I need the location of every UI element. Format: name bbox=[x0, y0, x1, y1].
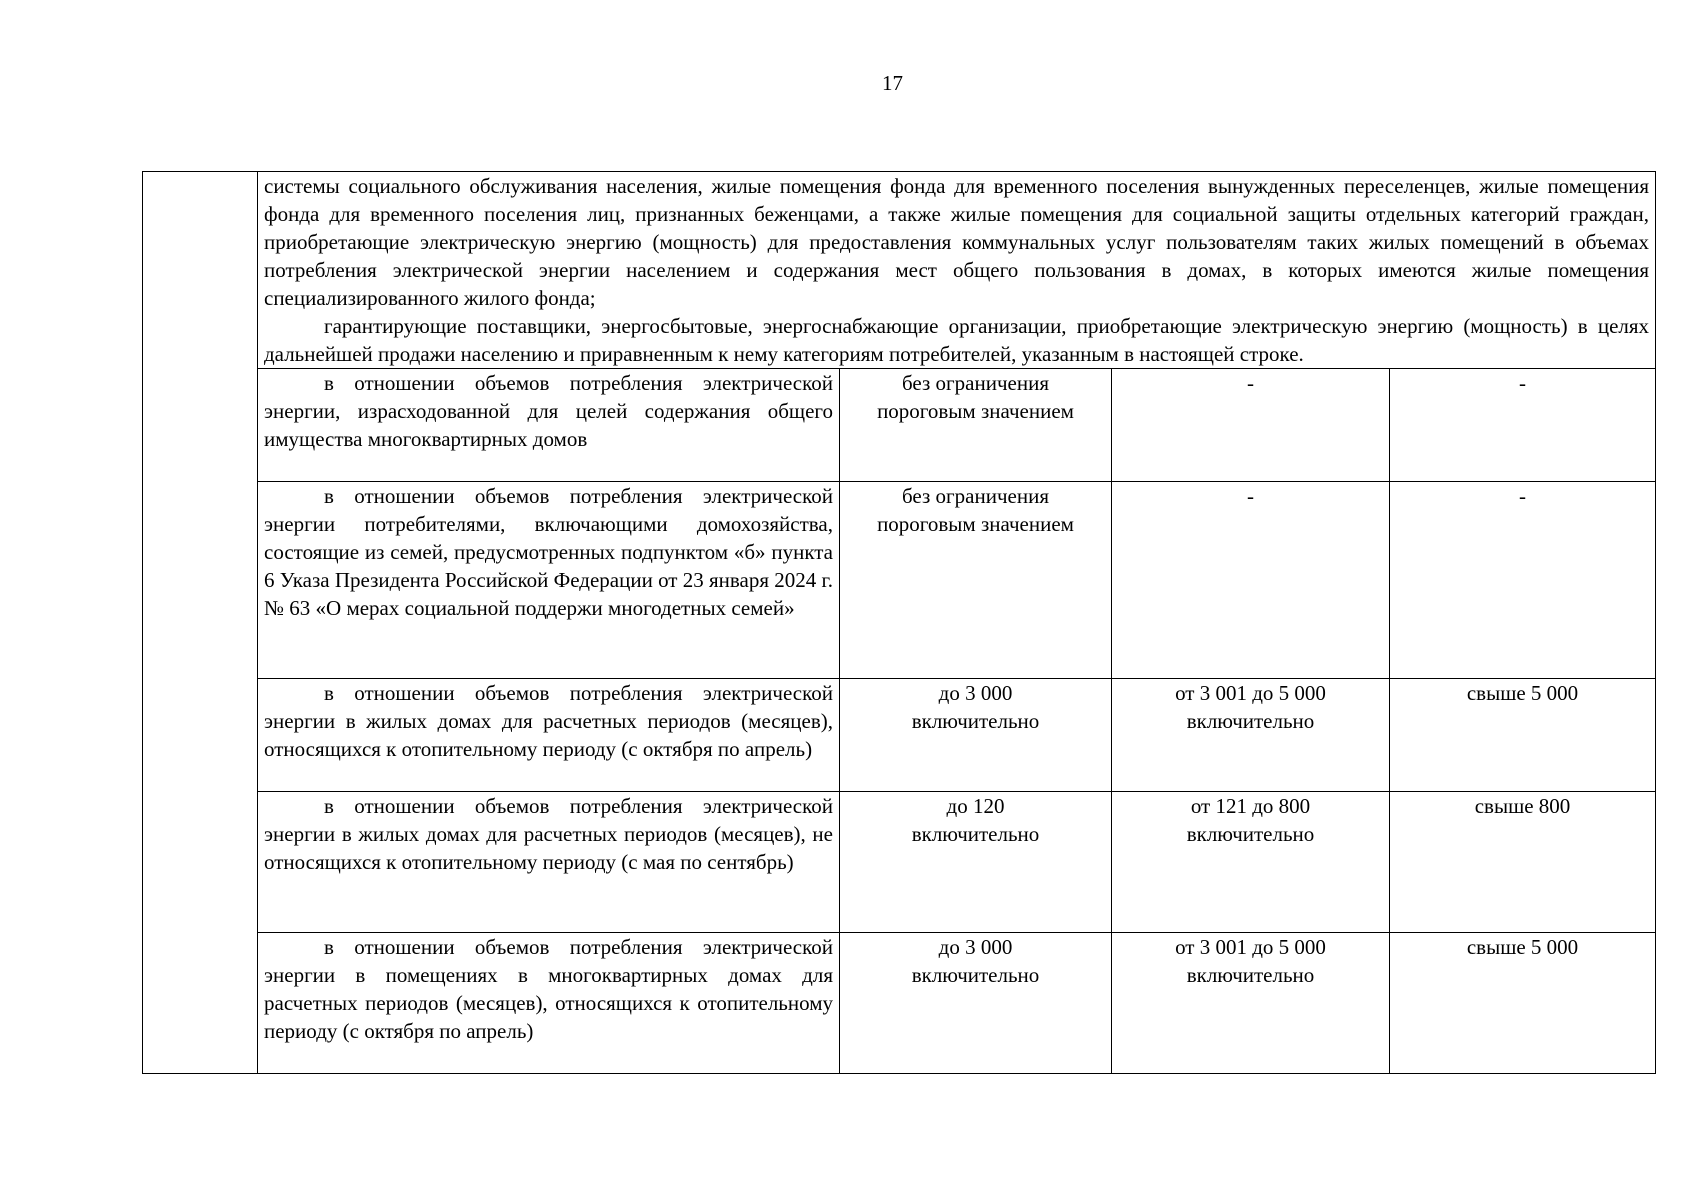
threshold-cell-b: - bbox=[1112, 482, 1390, 679]
threshold-cell-c: - bbox=[1390, 369, 1656, 482]
threshold-cell-b: от 3 001 до 5 000 включительно bbox=[1112, 679, 1390, 792]
threshold-cell-c: свыше 800 bbox=[1390, 792, 1656, 933]
row-description: в отношении объемов потребления электрической энергии в жилых домах для расчетных периодов (месяцев), не относящихся к отопительному периоду (с мая по сентябрь) bbox=[258, 792, 840, 933]
page-number: 17 bbox=[882, 71, 903, 95]
intro-cell bbox=[258, 172, 1656, 369]
row-description: в отношении объемов потребления электрической энергии в жилых домах для расчетных периодов (месяцев), относящихся к отопительному периоду (с октября по апрель) bbox=[258, 679, 840, 792]
threshold-cell-b: - bbox=[1112, 369, 1390, 482]
threshold-cell-c: - bbox=[1390, 482, 1656, 679]
row-description: в отношении объемов потребления электрической энергии потребителями, включающими домохозяйства, состоящие из семей, предусмотренных подпунктом «б» пункта 6 Указа Президента Российской Федерации от 23 января 2024 г. № 63 «О мерах социальной поддержи многодетных семей» bbox=[258, 482, 840, 679]
intro-paragraph-1: системы социального обслуживания населения, жилые помещения фонда для временного поселения вынужденных переселенцев, жилые помещения фонда для временного поселения лиц, признанных беженцами, а также жилые помещения для социальной защиты отдельных категорий граждан, приобретающие электрическую энергию (мощность) для предоставления коммунальных услуг пользователям таких жилых помещений в объемах потребления электрической энергии населением и содержания мест общего пользования в домах, в которых имеются жилые помещения специализированного жилого фонда; bbox=[264, 174, 1650, 310]
threshold-cell-c: свыше 5 000 bbox=[1390, 679, 1656, 792]
row-description: в отношении объемов потребления электрической энергии, израсходованной для целей содержания общего имущества многоквартирных домов bbox=[258, 369, 840, 482]
table-row-intro bbox=[143, 172, 1656, 369]
threshold-cell-a: до 3 000 включительно bbox=[840, 679, 1112, 792]
threshold-cell-b: от 3 001 до 5 000 включительно bbox=[1112, 933, 1390, 1074]
table-row bbox=[143, 679, 1656, 792]
empty-number-column bbox=[143, 172, 258, 1074]
table-row bbox=[143, 933, 1656, 1074]
threshold-cell-a: без ограничения пороговым значением bbox=[840, 482, 1112, 679]
table-row bbox=[143, 369, 1656, 482]
threshold-cell-c: свыше 5 000 bbox=[1390, 933, 1656, 1074]
table-row bbox=[143, 792, 1656, 933]
table-row bbox=[143, 482, 1656, 679]
intro-paragraph-2: гарантирующие поставщики, энергосбытовые, энергоснабжающие организации, приобретающие электрическую энергию (мощность) в целях дальнейшей продажи населению и приравненным к нему категориям потребителей, указанным в настоящей строке. bbox=[264, 314, 1650, 366]
threshold-cell-a: без ограничения пороговым значением bbox=[840, 369, 1112, 482]
row-description: в отношении объемов потребления электрической энергии в помещениях в многоквартирных домах для расчетных периодов (месяцев), относящихся к отопительному периоду (с октября по апрель) bbox=[258, 933, 840, 1074]
tariff-table bbox=[142, 171, 1656, 1074]
threshold-cell-a: до 3 000 включительно bbox=[840, 933, 1112, 1074]
threshold-cell-b: от 121 до 800 включительно bbox=[1112, 792, 1390, 933]
threshold-cell-a: до 120 включительно bbox=[840, 792, 1112, 933]
